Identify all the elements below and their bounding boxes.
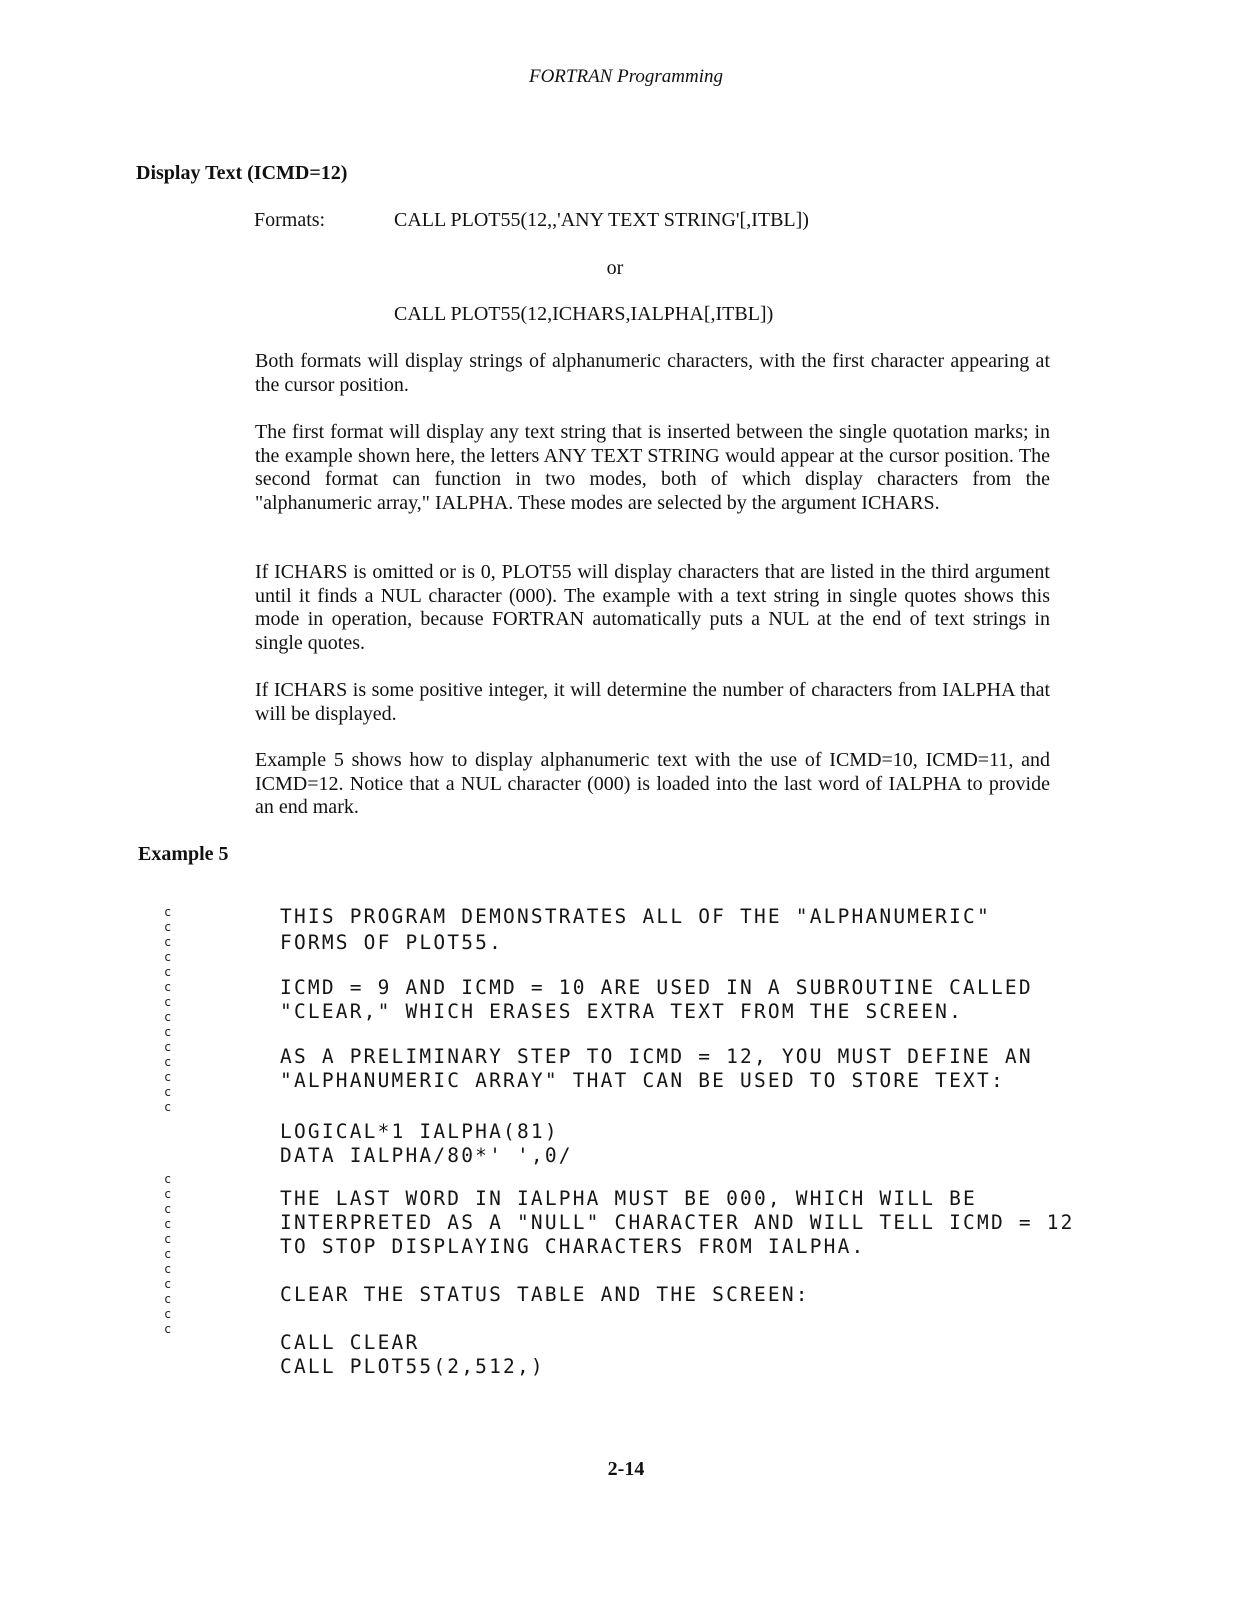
- code-line: DATA IALPHA/80*' ',0/: [280, 1144, 573, 1167]
- format-2-syntax: CALL PLOT55(12,ICHARS,IALPHA[,ITBL]): [394, 303, 774, 325]
- paragraph-example-intro: Example 5 shows how to display alphanumeric text with the use of ICMD=10, ICMD=11, and ICMD=12. Notice that a NUL character (000) is loaded into the last word of IALPHA to provide an end mark.: [255, 749, 1050, 818]
- page-number: 2-14: [607, 1458, 645, 1480]
- code-line: LOGICAL*1 IALPHA(81): [280, 1120, 559, 1143]
- paragraph-first-format: The first format will display any text string that is inserted between the single quotation marks; in the example shown here, the letters ANY TEXT STRING would appear at the cursor position. The second format can function in two modes, both of which display characters from the "alphanumeric array," IALPHA. These modes are selected by the argument ICHARS.: [255, 421, 1050, 514]
- code-line: CLEAR THE STATUS TABLE AND THE SCREEN:: [280, 1283, 810, 1306]
- code-line: CALL PLOT55(2,512,): [280, 1355, 545, 1378]
- section-title: Display Text (ICMD=12): [136, 162, 348, 184]
- comment-markers-block-2: c c c c c c c c c c c: [164, 1172, 172, 1336]
- code-line: THIS PROGRAM DEMONSTRATES ALL OF THE "ALPHANUMERIC": [280, 905, 991, 928]
- paragraph-ichars-positive: If ICHARS is some positive integer, it will determine the number of characters from IALPHA that will be displayed.: [255, 679, 1050, 725]
- code-line: AS A PRELIMINARY STEP TO ICMD = 12, YOU MUST DEFINE AN: [280, 1045, 1033, 1068]
- code-line: FORMS OF PLOT55.: [280, 931, 504, 954]
- running-head: FORTRAN Programming: [528, 66, 724, 87]
- code-line: TO STOP DISPLAYING CHARACTERS FROM IALPHA.: [280, 1235, 866, 1258]
- format-1-syntax: CALL PLOT55(12,,'ANY TEXT STRING'[,ITBL]): [394, 209, 809, 231]
- code-line: "CLEAR," WHICH ERASES EXTRA TEXT FROM THE SCREEN.: [280, 1000, 964, 1023]
- format-or: or: [606, 257, 624, 279]
- example-title: Example 5: [138, 843, 229, 865]
- code-line: CALL CLEAR: [280, 1331, 420, 1354]
- code-line: ICMD = 9 AND ICMD = 10 ARE USED IN A SUBROUTINE CALLED: [280, 976, 1033, 999]
- formats-label: Formats:: [254, 209, 326, 231]
- code-line: INTERPRETED AS A "NULL" CHARACTER AND WILL TELL ICMD = 12: [280, 1211, 1075, 1234]
- paragraph-both-formats: Both formats will display strings of alphanumeric characters, with the first character appearing at the cursor position.: [255, 350, 1050, 396]
- code-line: THE LAST WORD IN IALPHA MUST BE 000, WHICH WILL BE: [280, 1187, 977, 1210]
- code-line: "ALPHANUMERIC ARRAY" THAT CAN BE USED TO STORE TEXT:: [280, 1069, 1005, 1092]
- comment-markers-block-1: c c c c c c c c c c c c c c: [164, 905, 172, 1114]
- paragraph-ichars-zero: If ICHARS is omitted or is 0, PLOT55 will display characters that are listed in the third argument until it finds a NUL character (000). The example with a text string in single quotes shows this mode in operation, because FORTRAN automatically puts a NUL at the end of text strings in single quotes.: [255, 561, 1050, 654]
